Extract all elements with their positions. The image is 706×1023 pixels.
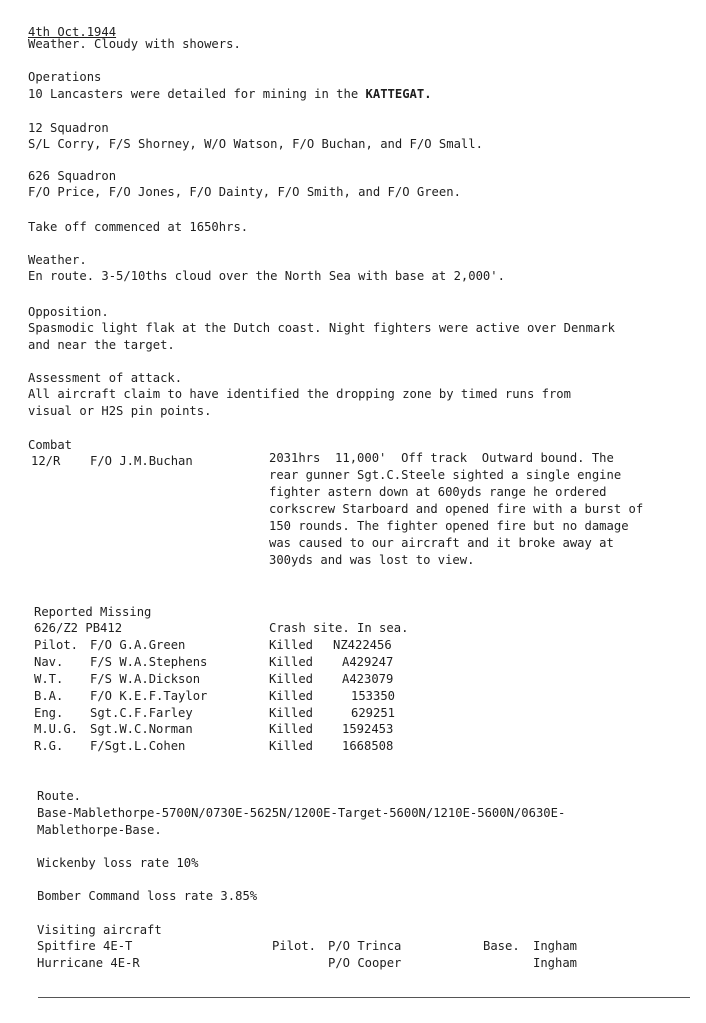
visiting-aircraft: Hurricane 4E-R (37, 956, 140, 970)
page-divider (38, 997, 690, 998)
combat-line: 300yds and was lost to view. (269, 553, 475, 567)
assessment-line1: All aircraft claim to have identified the dropping zone by timed runs from (28, 387, 571, 401)
visiting-pilot: P/O Cooper (328, 956, 402, 970)
crew-status: Killed (269, 655, 314, 669)
crew-role: Eng. (34, 706, 64, 720)
crew-status: Killed (269, 706, 314, 720)
weather2-text: En route. 3-5/10ths cloud over the North Sea with base at 2,000'. (28, 269, 505, 283)
crew-name: F/S W.A.Stephens (90, 655, 208, 669)
crew-role: R.G. (34, 739, 64, 753)
combat-aircraft: 12/R (31, 454, 61, 468)
operations-text: 10 Lancasters were detailed for mining in the (28, 87, 366, 101)
route-heading: Route. (37, 789, 82, 803)
crew-role: Nav. (34, 655, 64, 669)
visiting-base: Ingham (533, 939, 578, 953)
crew-status: Killed (269, 638, 314, 652)
operations-line (28, 86, 432, 103)
combat-line: 150 rounds. The fighter opened fire but no damage (269, 519, 629, 533)
missing-heading: Reported Missing (34, 605, 152, 619)
combat-heading: Combat (28, 438, 73, 452)
crash-site: Crash site. In sea. (269, 621, 409, 635)
weather-line: Weather. Cloudy with showers. (28, 37, 241, 51)
crew-number: 629251 (351, 706, 396, 720)
crew-number: 153350 (351, 689, 396, 703)
route-line2: Mablethorpe-Base. (37, 823, 162, 837)
crew-name: F/Sgt.L.Cohen (90, 739, 186, 753)
visiting-pilot-label: Pilot. (272, 939, 317, 953)
combat-pilot: F/O J.M.Buchan (90, 454, 193, 468)
wickenby-loss-rate: Wickenby loss rate 10% (37, 856, 199, 870)
route-line1: Base-Mablethorpe-5700N/0730E-5625N/1200E-Target-5600N/1210E-5600N/0630E- (37, 806, 566, 820)
opposition-line1: Spasmodic light flak at the Dutch coast. Night fighters were active over Denmark (28, 321, 615, 335)
sq626-crews: F/O Price, F/O Jones, F/O Dainty, F/O Smith, and F/O Green. (28, 185, 461, 199)
crew-name: Sgt.C.F.Farley (90, 706, 193, 720)
visiting-heading: Visiting aircraft (37, 923, 162, 937)
operations-target: KATTEGAT. (365, 87, 432, 101)
bomber-command-loss-rate: Bomber Command loss rate 3.85% (37, 889, 258, 903)
crew-name: F/O G.A.Green (90, 638, 186, 652)
takeoff-line: Take off commenced at 1650hrs. (28, 220, 249, 234)
entry-date: 4th Oct.1944 (28, 25, 117, 39)
crew-role: M.U.G. (34, 722, 79, 736)
operations-heading: Operations (28, 70, 102, 84)
crew-role: W.T. (34, 672, 64, 686)
crew-status: Killed (269, 689, 314, 703)
crew-number: NZ422456 (333, 638, 392, 652)
assessment-heading: Assessment of attack. (28, 371, 183, 385)
crew-status: Killed (269, 672, 314, 686)
sq626-heading: 626 Squadron (28, 169, 117, 183)
opposition-heading: Opposition. (28, 305, 109, 319)
sq12-heading: 12 Squadron (28, 121, 109, 135)
visiting-aircraft: Spitfire 4E-T (37, 939, 133, 953)
visiting-base-label: Base. (483, 939, 520, 953)
missing-aircraft: 626/Z2 PB412 (34, 621, 123, 635)
combat-line: corkscrew Starboard and opened fire with a burst of (269, 502, 644, 516)
combat-line: was caused to our aircraft and it broke away at (269, 536, 614, 550)
crew-role: Pilot. (34, 638, 79, 652)
crew-name: F/S W.A.Dickson (90, 672, 201, 686)
crew-number: A429247 (342, 655, 394, 669)
assessment-line2: visual or H2S pin points. (28, 404, 212, 418)
crew-number: A423079 (342, 672, 394, 686)
sq12-crews: S/L Corry, F/S Shorney, W/O Watson, F/O Buchan, and F/O Small. (28, 137, 483, 151)
visiting-pilot: P/O Trinca (328, 939, 402, 953)
visiting-base: Ingham (533, 956, 578, 970)
crew-name: Sgt.W.C.Norman (90, 722, 193, 736)
crew-status: Killed (269, 722, 314, 736)
crew-number: 1668508 (342, 739, 394, 753)
combat-line: fighter astern down at 600yds range he ordered (269, 485, 607, 499)
crew-status: Killed (269, 739, 314, 753)
opposition-line2: and near the target. (28, 338, 175, 352)
weather2-heading: Weather. (28, 253, 87, 267)
combat-line: 2031hrs 11,000' Off track Outward bound. The (269, 451, 614, 465)
crew-role: B.A. (34, 689, 64, 703)
crew-name: F/O K.E.F.Taylor (90, 689, 208, 703)
crew-number: 1592453 (342, 722, 394, 736)
combat-line: rear gunner Sgt.C.Steele sighted a single engine (269, 468, 622, 482)
